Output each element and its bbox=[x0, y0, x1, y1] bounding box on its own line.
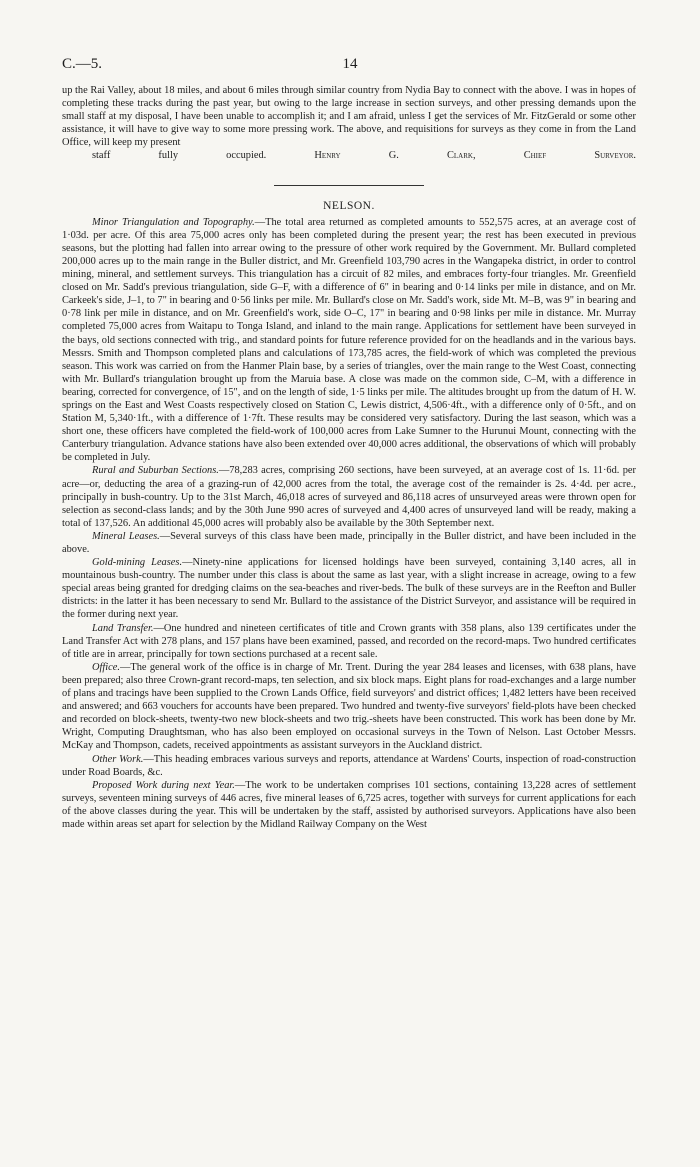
paragraph-text: —The general work of the office is in charge of Mr. Trent. During the year 284 leases and licenses, with 638 plans, have been prepared; also three Crown-grant record-maps, ten selection, and six block maps. Eight plans for road-exchanges and a large number of plans and tracings have been supplied to the Crown Lands Office, field surveyors' and district offices; 1,482 letters have been received and answered; and 663 vouchers for accounts have been prepared. Two hundred and twenty-five surveyors' field-plots have been checked and recorded on block-sheets, twenty-two new block-sheets and two trig.-sheets have been constructed. This work has been done by Mr. Wright, Computing Draughtsman, who has also been employed on occasional surveys in the Town of Nelson. Last October Messrs. McKay and Thompson, cadets, received appointments as assistant surveyors in the Auckland district. bbox=[62, 661, 636, 752]
page-header bbox=[62, 56, 638, 78]
signature-line bbox=[62, 149, 636, 162]
paragraph-proposed-work bbox=[62, 779, 636, 831]
paragraph-text: —The work to be undertaken comprises 101 sections, containing 13,228 acres of settlement surveys, seventeen mining surveys of 446 acres, five mineral leases of 6,725 acres, together with surveys for current applications for each of the above classes during the year. This will be undertaken by the staff, assisted by authorised surveyors. Applications have also been made within areas set apart for selection by the Midland Railway Company on the West bbox=[62, 779, 637, 830]
paragraph-heading: Gold-mining Leases. bbox=[92, 557, 183, 569]
paragraph-text: —One hundred and nineteen certificates of title and Crown grants with 358 plans, also 139 certificates under the Land Transfer Act with 278 plans, and 157 plans have been examined, passed, and recorded on the record-maps. Two hundred certificates of title are in arrear, principally for town sections purchased at a recent sale. bbox=[62, 622, 637, 660]
paragraph-land-transfer bbox=[62, 622, 636, 661]
paragraph-text: —Ninety-nine applications for licensed holdings have been surveyed, containing 3,140 acres, all in mountainous bush-country. The number under this class is about the same as last year, with a slight increase in acreage, owing to a few special areas being granted for dredging claims on the sea-beaches and river-beds. The bulk of these surveys are in the Reefton and Buller districts: in the latter it has been necessary to send Mr. Bullard to the assistance of the District Surveyor, and assistance will be required in the former during next year. bbox=[62, 557, 636, 621]
section-title: NELSON. bbox=[323, 199, 375, 212]
paragraph-heading: Proposed Work during next Year. bbox=[92, 779, 235, 791]
paragraph-text: —The total area returned as completed amounts to 552,575 acres, at an average cost of 1·03d. per acre. Of this area 75,000 acres only has been completed during the present year; the rest has been executed in previous seasons, but the plotting had fallen into arrear owing to the pressure of other work required by the Government. Mr. Bullard completed 200,000 acres up to the main range in the Buller district, and Mr. Greenfield 103,790 acres in the Wangapeka district, in order to control mining, mineral, and settlement surveys. This triangulation has a circuit of 82 miles, and embraces forty-four triangles. Mr. Greenfield closed on Mr. Sadd's previous triangulation, side G–F, with a difference of 6" in bearing and 0·14 links per mile in distance, and on Mr. Carkeek's side, J–1, to 7" in bearing and 0·56 links per mile. Mr. Bullard's close on Mr. Sadd's work, side Mt. M–B, was 9" in bearing and 0·78 link per mile in distance, and on Mr. Greenfield's work, side O–C, 17" in bearing and 0·98 links per mile in distance. Mr. Murray completed 75,000 acres from Waitapu to Tonga Island, and inland to the main range. Applications for settlement have been surveyed in the bays, old sections connected with trig., and standard points for future reference provided for on the headlands and in the various bays. Messrs. Smith and Thompson completed plans and calculations of 173,785 acres, the field-work of which was completed the previous season. This work was carried on from the Hanmer Plain base, by a series of triangles, over the main range to the West Coast, connecting with Mr. Bullard's triangulation brought up from the Maruia base. A close was made on the common side, C–M, with a difference in bearing, corrected for convergence, of 15", and on the length of side, 1·5 links per mile. The altitudes brought up from the datum of H. W. springs on the East and West Coasts respectively closed on Station C, Lewis district, 4,506·4ft., with a difference only of 0·5ft., and on Station M, 5,340·1ft., with a difference of 1·7ft. These results may be considered very satisfactory. During the last season, which was a short one, these officers have completed the field-work of 100,000 acres from Lake Sumner to the Hurunui Mount, connecting with the Canterbury triangulation. Advance stations have also been extended over 40,000 acres additional, the observations of which will probably be completed in July. bbox=[62, 216, 636, 464]
section-divider bbox=[274, 185, 424, 186]
paragraph-heading: Other Work. bbox=[92, 753, 144, 765]
paragraph-heading: Rural and Suburban Sections. bbox=[92, 465, 219, 477]
page-number: 14 bbox=[342, 56, 358, 72]
paragraph-text: —78,283 acres, comprising 260 sections, have been surveyed, at an average cost of 1s. 11·6d. per acre—or, deducting the area of a grazing-run of 42,000 acres from the total, the average cost of the remainder is 2s. 4·4d. per acre., principally in bush-country. Up to the 31st March, 46,018 acres of surveyed and 86,118 acres of unsurveyed areas were thrown open for selection as second-class lands; and by the 30th June 990 acres of surveyed and 4,400 acres of unsurveyed land will be ready, making a total of 137,526. An additional 45,000 acres will probably also be available by the 30th September next. bbox=[62, 465, 636, 529]
paragraph-heading: Mineral Leases. bbox=[92, 530, 160, 542]
paragraph-other-work bbox=[62, 753, 636, 779]
paragraph-heading: Office. bbox=[92, 661, 120, 673]
intro-last-line: staff fully occupied. bbox=[92, 150, 267, 162]
signature: Henry G. Clark, Chief Surveyor. bbox=[314, 150, 636, 162]
paragraph-text: —Several surveys of this class have been made, principally in the Buller district, and have been included in the above. bbox=[62, 530, 636, 555]
report-reference: C.—5. bbox=[62, 56, 103, 72]
body-text bbox=[62, 84, 636, 831]
paragraph-mineral-leases bbox=[62, 530, 636, 556]
paragraph-gold-mining bbox=[62, 556, 636, 621]
paragraph-text: —This heading embraces various surveys and reports, attendance at Wardens' Courts, inspection of road-construction under Road Boards, &c. bbox=[62, 753, 636, 778]
paragraph-office bbox=[62, 661, 636, 753]
paragraph-rural-sections bbox=[62, 464, 636, 529]
paragraph-heading: Land Transfer. bbox=[92, 622, 154, 634]
paragraph-minor-triangulation bbox=[62, 216, 636, 465]
intro-paragraph: up the Rai Valley, about 18 miles, and about 6 miles through similar country from Nydia Bay to connect with the above. I was in hopes of completing these tracks during the past year, but owing to the large increase in section surveys, and other pressing demands upon the small staff at my disposal, I have been unable to accomplish it; and I am afraid, unless I get the services of Mr. FitzGerald or some other assistance, it will have to give way to some more pressing work. The above, and requisitions for surveys as they come in from the Land Office, will keep my present bbox=[62, 85, 636, 149]
paragraph-heading: Minor Triangulation and Topography. bbox=[92, 216, 255, 228]
